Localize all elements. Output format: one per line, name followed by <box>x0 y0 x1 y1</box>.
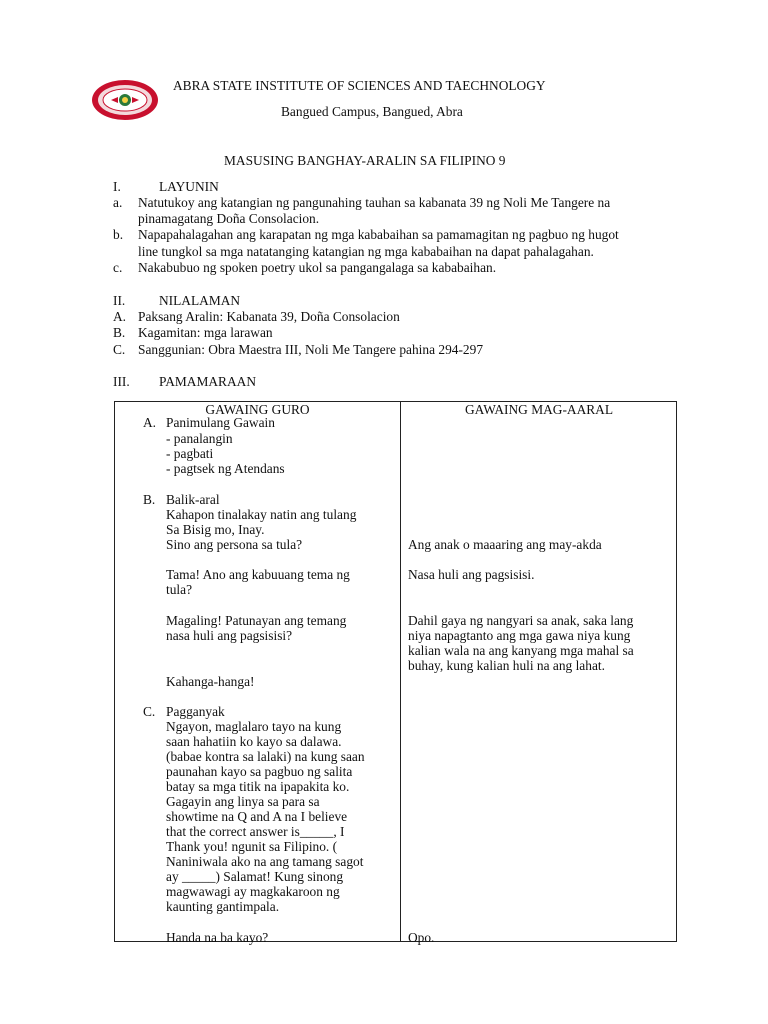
column-header-gawaing-mag-aaral: GAWAING MAG-AARAL <box>464 402 614 417</box>
column-header-gawaing-guro: GAWAING GURO <box>205 402 310 417</box>
content-c-marker: C. <box>113 342 126 357</box>
institution-name: ABRA STATE INSTITUTE OF SCIENCES AND TAECHNOLOGY <box>173 78 546 93</box>
teacher-question-2-line-1: Tama! Ano ang kabuuang tema ng <box>166 567 350 582</box>
step-c-line: that the correct answer is_____, I <box>166 824 345 839</box>
step-c-line: saan hahatiin ko kayo sa dalawa. <box>166 734 342 749</box>
step-c-line: batay sa mga titik na ipapakita ko. <box>166 779 350 794</box>
section-2-numeral: II. <box>113 293 126 308</box>
step-a-title: Panimulang Gawain <box>166 415 275 430</box>
objective-a-marker: a. <box>113 195 123 210</box>
table-column-divider <box>400 401 401 942</box>
student-answer-3-line-1: Dahil gaya ng nangyari sa anak, saka lang <box>408 613 634 628</box>
campus-address: Bangued Campus, Bangued, Abra <box>281 104 463 119</box>
step-a-marker: A. <box>143 415 157 430</box>
content-a-marker: A. <box>113 309 127 324</box>
step-c-line: (babae kontra sa lalaki) na kung saan <box>166 749 365 764</box>
teacher-question-1: Sino ang persona sa tula? <box>166 537 303 552</box>
step-c-marker: C. <box>143 704 156 719</box>
step-b-intro-line-2: Sa Bisig mo, Inay. <box>166 522 265 537</box>
teacher-question-2-line-2: tula? <box>166 582 193 597</box>
teacher-question-3-line-1: Magaling! Patunayan ang temang <box>166 613 347 628</box>
section-1-numeral: I. <box>113 179 121 194</box>
step-c-line: Ngayon, maglalaro tayo na kung <box>166 719 342 734</box>
step-b-marker: B. <box>143 492 156 507</box>
content-b-marker: B. <box>113 325 126 340</box>
step-a-item: - pagtsek ng Atendans <box>166 461 285 476</box>
objective-a-line-1: Natutukoy ang katangian ng pangunahing tauhan sa kabanata 39 ng Noli Me Tangere na <box>138 195 611 210</box>
student-ready-answer: Opo. <box>408 930 435 945</box>
step-c-line: paunahan kayo sa pagbuo ng salita <box>166 764 353 779</box>
section-3-heading: PAMAMARAAN <box>159 374 256 389</box>
student-answer-3-line-4: buhay, kung kalian huli na ang lahat. <box>408 658 605 673</box>
student-answer-3-line-2: niya napagtanto ang mga gawa niya kung <box>408 628 631 643</box>
teacher-question-3-line-2: nasa huli ang pagsisisi? <box>166 628 293 643</box>
step-c-line: Gagayin ang linya sa para sa <box>166 794 320 809</box>
step-c-line: magwawagi ay magkakaroon ng <box>166 884 340 899</box>
step-c-line: showtime na Q and A na I believe <box>166 809 348 824</box>
step-a-item: - panalangin <box>166 431 233 446</box>
step-b-intro-line-1: Kahapon tinalakay natin ang tulang <box>166 507 357 522</box>
objective-b-line-2: line tungkol sa mga natatanging katangian ng mga kababaihan na dapat pahalagahan. <box>138 244 594 259</box>
content-b-text: Kagamitan: mga larawan <box>138 325 273 340</box>
step-c-line: Naniniwala ako na ang tamang sagot <box>166 854 364 869</box>
teacher-ready-question: Handa na ba kayo? <box>166 930 269 945</box>
objective-a-line-2: pinamagatang Doña Consolacion. <box>138 211 320 226</box>
objective-b-marker: b. <box>113 227 124 242</box>
step-a-item: - pagbati <box>166 446 214 461</box>
objective-c-line-1: Nakabubuo ng spoken poetry ukol sa pangangalaga sa kababaihan. <box>138 260 497 275</box>
step-c-title: Pagganyak <box>166 704 225 719</box>
objective-b-line-1: Napapahalagahan ang karapatan ng mga kababaihan sa pamamagitan ng pagbuo ng hugot <box>138 227 619 242</box>
objective-c-marker: c. <box>113 260 123 275</box>
document-title: MASUSING BANGHAY-ARALIN SA FILIPINO 9 <box>224 153 506 168</box>
step-c-line: Thank you! ngunit sa Filipino. ( <box>166 839 338 854</box>
student-answer-2: Nasa huli ang pagsisisi. <box>408 567 535 582</box>
teacher-praise: Kahanga-hanga! <box>166 674 255 689</box>
step-c-line: ay _____) Salamat! Kung sinong <box>166 869 344 884</box>
content-c-text: Sanggunian: Obra Maestra III, Noli Me Tangere pahina 294-297 <box>138 342 484 357</box>
step-b-title: Balik-aral <box>166 492 220 507</box>
section-3-numeral: III. <box>113 374 130 389</box>
step-c-line: kaunting gantimpala. <box>166 899 280 914</box>
section-2-heading: NILALAMAN <box>159 293 241 308</box>
student-answer-1: Ang anak o maaaring ang may-akda <box>408 537 602 552</box>
student-answer-3-line-3: kalian wala na ang kanyang mga mahal sa <box>408 643 634 658</box>
content-a-text: Paksang Aralin: Kabanata 39, Doña Consolacion <box>138 309 400 324</box>
section-1-heading: LAYUNIN <box>159 179 219 194</box>
school-seal-logo <box>91 79 159 121</box>
